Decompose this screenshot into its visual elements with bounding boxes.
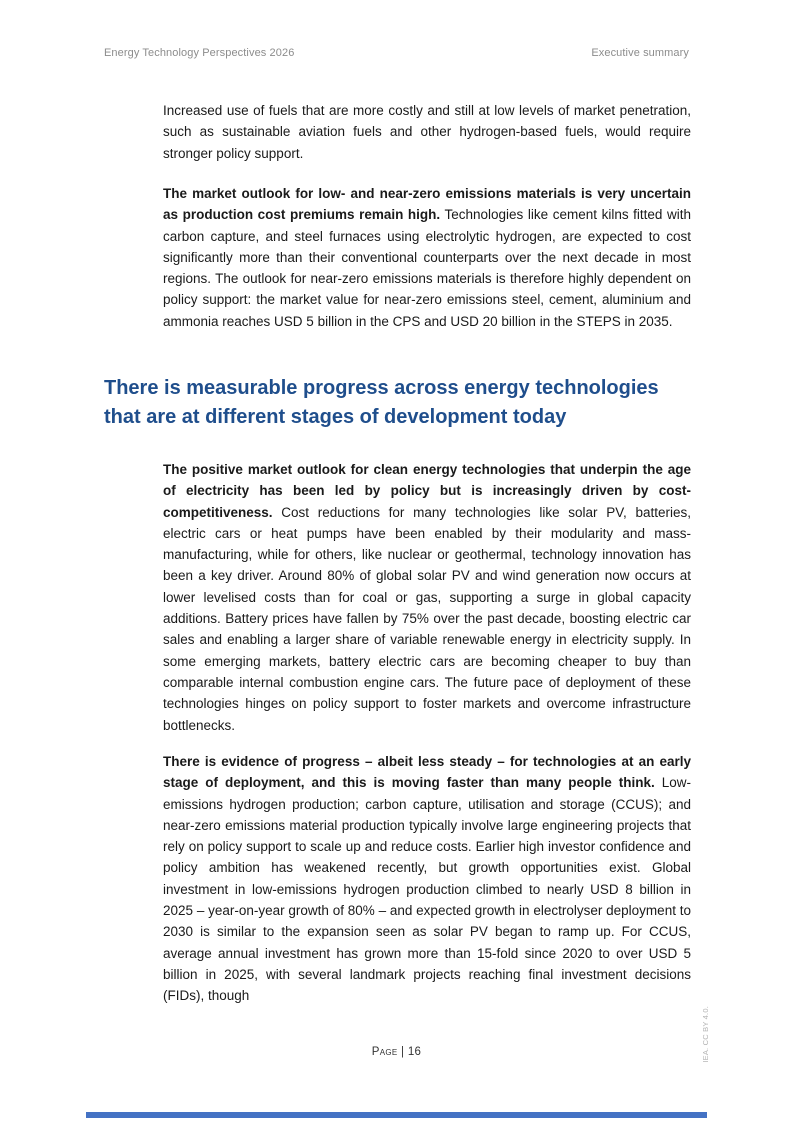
paragraph-body-text: Increased use of fuels that are more costly and still at low levels of market penetration, such as sustainable aviation fuels and other hydrogen-based fuels, would require stronger policy support. bbox=[163, 103, 691, 161]
paragraph-lead-bold: There is evidence of progress – albeit less steady – for technologies at an early stage of deployment, and this is moving faster than many people think. bbox=[163, 754, 691, 791]
paragraph-clean-energy-outlook bbox=[163, 459, 691, 736]
section-heading: There is measurable progress across energy technologies that are at different stages of development today bbox=[104, 377, 659, 428]
paragraph-body-text: Cost reductions for many technologies like solar PV, batteries, electric cars or heat pumps have been enabled by their modularity and mass-manufacturing, while for others, like nuclear or geothermal, technology innovation has been a key driver. Around 80% of global solar PV and wind generation now occurs at lower levelised costs than for coal or gas, supporting a surge in global capacity additions. Battery prices have fallen by 75% over the past decade, boosting electric car sales and enabling a larger share of variable renewable energy in electricity supply. In some emerging markets, battery electric cars are becoming cheaper to buy than comparable internal combustion engine cars. The future pace of deployment of these technologies hinges on policy support to foster markets and overcome infrastructure bottlenecks. bbox=[163, 504, 691, 733]
paragraph-materials-outlook bbox=[163, 183, 691, 332]
page-number-label: Page | 16 bbox=[371, 1046, 422, 1058]
header-section-title: Executive summary bbox=[591, 47, 689, 59]
paragraph-lead-bold: The positive market outlook for clean energy technologies that underpin the age of electricity has been led by policy but is increasingly driven by cost-competitiveness. bbox=[163, 462, 691, 520]
paragraph-lead-bold: The market outlook for low- and near-zero emissions materials is very uncertain as production cost premiums remain high. bbox=[163, 186, 691, 223]
footer-accent-bar bbox=[86, 1112, 707, 1118]
paragraph-early-stage-progress bbox=[163, 751, 691, 1007]
paragraph-fuels-policy-support bbox=[163, 100, 691, 164]
paragraph-body-text: Low-emissions hydrogen production; carbon capture, utilisation and storage (CCUS); and near-zero emissions material production typically involve large engineering projects that rely on policy support to scale up and reduce costs. Earlier high investor confidence and policy ambition has weakened recently, but growth opportunities exist. Global investment in low-emissions hydrogen production climbed to nearly USD 8 billion in 2025 – year-on-year growth of 80% – and expected growth in electrolyser deployment to 2030 is similar to the expansion seen as solar PV began to ramp up. For CCUS, average annual investment has grown more than 15-fold since 2020 to over USD 5 billion in 2025, with several landmark projects reaching final investment decisions (FIDs), though bbox=[163, 775, 692, 1004]
header-document-title: Energy Technology Perspectives 2026 bbox=[104, 47, 295, 59]
paragraph-body-text: Technologies like cement kilns fitted with carbon capture, and steel furnaces using electrolytic hydrogen, are expected to cost significantly more than their conventional counterparts over the next decade in most regions. The outlook for near-zero emissions materials is therefore highly dependent on policy support: the market value for near-zero emissions steel, cement, aluminium and ammonia reaches USD 5 billion in the CPS and USD 20 billion in the STEPS in 2035. bbox=[163, 207, 691, 329]
copyright-vertical-label: IEA. CC BY 4.0. bbox=[701, 1006, 710, 1063]
